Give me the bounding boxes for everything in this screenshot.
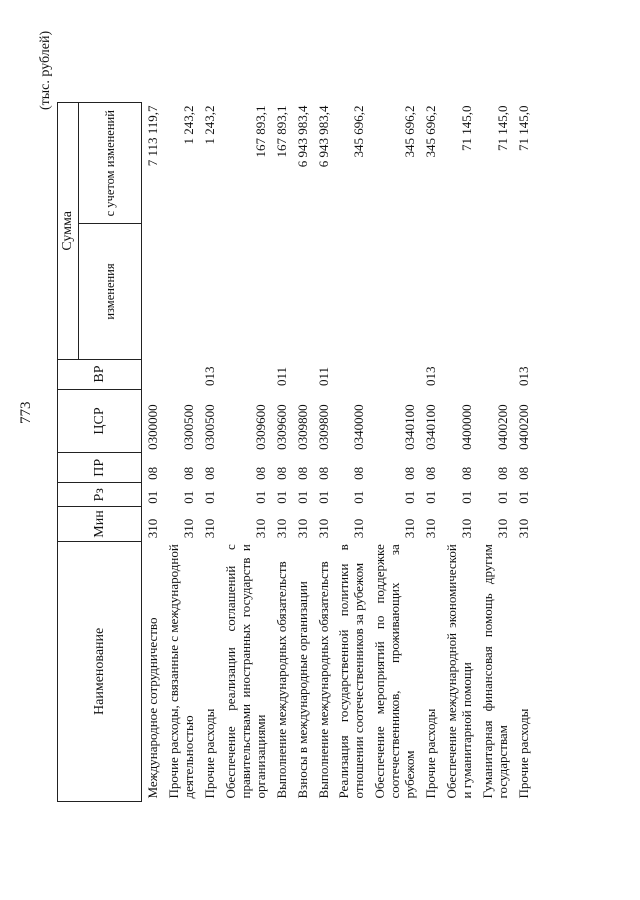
cell-total: 167 893,1 (273, 105, 289, 158)
cell-total: 71 145,0 (494, 105, 510, 151)
cell-name: Обеспечение мероприятий по поддержке соотечественников, проживающих за рубежом (372, 544, 418, 799)
header-changes: изменения (79, 224, 142, 359)
table-row (220, 103, 271, 802)
cell-min: 310 (273, 518, 289, 539)
cell-changes (441, 224, 477, 359)
cell-csr: 0400200 (515, 404, 531, 450)
cell-rz: 01 (423, 490, 439, 504)
cell-rz: 01 (315, 490, 331, 504)
cell-min: 310 (315, 518, 331, 539)
budget-table (57, 102, 534, 802)
table-row (513, 103, 534, 802)
cell-pr: 08 (273, 466, 289, 480)
cell-rz: 01 (459, 490, 475, 504)
cell-total: 345 696,2 (351, 105, 367, 158)
cell-name: Прочие расходы, связанные с международной деятельностью (166, 544, 196, 799)
cell-name: Международное сотрудничество (145, 617, 161, 799)
cell-vr (292, 359, 313, 389)
cell-vr: 013 (201, 366, 217, 387)
cell-vr (477, 359, 513, 389)
table-row (477, 103, 513, 802)
table-row (441, 103, 477, 802)
cell-total: 345 696,2 (402, 105, 418, 158)
cell-min: 310 (180, 518, 196, 539)
cell-rz: 01 (273, 490, 289, 504)
cell-name: Взносы в международные организации (294, 581, 310, 799)
cell-csr: 0309600 (273, 404, 289, 450)
cell-changes (369, 224, 420, 359)
cell-rz: 01 (402, 490, 418, 504)
cell-csr: 0309600 (252, 404, 268, 450)
cell-pr: 08 (402, 466, 418, 480)
cell-changes (477, 224, 513, 359)
cell-min: 310 (252, 518, 268, 539)
header-with-changes: с учетом изменений (79, 103, 142, 224)
cell-total: 1 243,2 (180, 105, 196, 145)
cell-changes (313, 224, 334, 359)
cell-changes (142, 224, 163, 359)
cell-pr: 08 (201, 466, 217, 480)
cell-name: Прочие расходы (515, 708, 531, 799)
cell-vr (220, 359, 271, 389)
cell-rz: 01 (494, 490, 510, 504)
cell-csr: 0400200 (494, 404, 510, 450)
cell-csr: 0400000 (459, 404, 475, 450)
cell-changes (420, 224, 441, 359)
cell-pr: 08 (459, 466, 475, 480)
cell-min: 310 (494, 518, 510, 539)
table-row (313, 103, 334, 802)
cell-total: 345 696,2 (423, 105, 439, 158)
cell-name: Прочие расходы (201, 708, 217, 799)
cell-changes (220, 224, 271, 359)
cell-csr: 0300500 (201, 404, 217, 450)
cell-rz: 01 (145, 490, 161, 504)
cell-pr: 08 (315, 466, 331, 480)
cell-rz: 01 (515, 490, 531, 504)
table-body (142, 103, 534, 802)
cell-csr: 0309800 (294, 404, 310, 450)
cell-changes (333, 224, 369, 359)
cell-rz: 01 (180, 490, 196, 504)
cell-rz: 01 (252, 490, 268, 504)
cell-pr: 08 (494, 466, 510, 480)
cell-vr (333, 359, 369, 389)
header-vr: ВР (58, 359, 142, 389)
cell-csr: 0340000 (351, 404, 367, 450)
table-row (292, 103, 313, 802)
cell-changes (163, 224, 199, 359)
cell-vr: 013 (515, 366, 531, 387)
cell-name: Реализация государственной политики в отношении соотечественников за рубежом (336, 544, 367, 799)
cell-pr: 08 (294, 466, 310, 480)
cell-min: 310 (145, 518, 161, 539)
cell-min: 310 (402, 518, 418, 539)
cell-min: 310 (423, 518, 439, 539)
cell-total: 6 943 983,4 (294, 105, 310, 168)
cell-vr (369, 359, 420, 389)
cell-vr (441, 359, 477, 389)
cell-min: 310 (459, 518, 475, 539)
header-csr: ЦСР (58, 389, 142, 453)
units-label: (тыс. рублей) (38, 30, 53, 110)
cell-total: 167 893,1 (252, 105, 268, 158)
cell-changes (513, 224, 534, 359)
cell-pr: 08 (515, 466, 531, 480)
cell-name: Обеспечение международной экономической и гуманитарной помощи (444, 544, 475, 799)
cell-rz: 01 (351, 490, 367, 504)
cell-min: 310 (294, 518, 310, 539)
table-row (142, 103, 163, 802)
cell-rz: 01 (294, 490, 310, 504)
cell-vr: 011 (273, 367, 289, 387)
cell-name: Гуманитарная финансовая помощь другим государствам (479, 544, 510, 799)
cell-pr: 08 (145, 466, 161, 480)
table-row (333, 103, 369, 802)
cell-name: Обеспечение реализации соглашений с правительствами иностранных государств и организациями (222, 544, 268, 799)
cell-vr: 013 (423, 366, 439, 387)
header-sum: Сумма (58, 103, 79, 360)
cell-min: 310 (201, 518, 217, 539)
cell-name: Выполнение международных обязательств (315, 561, 331, 799)
cell-csr: 0309800 (315, 404, 331, 450)
header-name: Наименование (58, 541, 142, 801)
page-number: 773 (18, 401, 34, 424)
cell-vr (163, 359, 199, 389)
cell-changes (271, 224, 292, 359)
cell-total: 1 243,2 (201, 105, 217, 145)
table-row (163, 103, 199, 802)
cell-min: 310 (515, 518, 531, 539)
table-header (58, 103, 142, 802)
cell-pr: 08 (423, 466, 439, 480)
cell-name: Прочие расходы (423, 708, 439, 799)
cell-rz: 01 (201, 490, 217, 504)
header-min: Мин (58, 507, 142, 541)
cell-total: 6 943 983,4 (315, 105, 331, 168)
cell-min: 310 (351, 518, 367, 539)
cell-total: 71 145,0 (459, 105, 475, 151)
cell-csr: 0340100 (402, 404, 418, 450)
cell-pr: 08 (351, 466, 367, 480)
table-row (199, 103, 220, 802)
cell-changes (292, 224, 313, 359)
cell-vr (142, 359, 163, 389)
cell-total: 71 145,0 (515, 105, 531, 151)
table-row (369, 103, 420, 802)
header-pr: ПР (58, 453, 142, 483)
table-row (271, 103, 292, 802)
cell-changes (199, 224, 220, 359)
table-row (420, 103, 441, 802)
cell-csr: 0300500 (180, 404, 196, 450)
cell-csr: 0300000 (145, 404, 161, 450)
cell-name: Выполнение международных обязательств (273, 561, 289, 799)
cell-total: 7 113 119,7 (145, 105, 161, 167)
cell-csr: 0340100 (423, 404, 439, 450)
header-rz: Рз (58, 483, 142, 507)
cell-pr: 08 (180, 466, 196, 480)
cell-vr: 011 (315, 367, 331, 387)
cell-pr: 08 (252, 466, 268, 480)
